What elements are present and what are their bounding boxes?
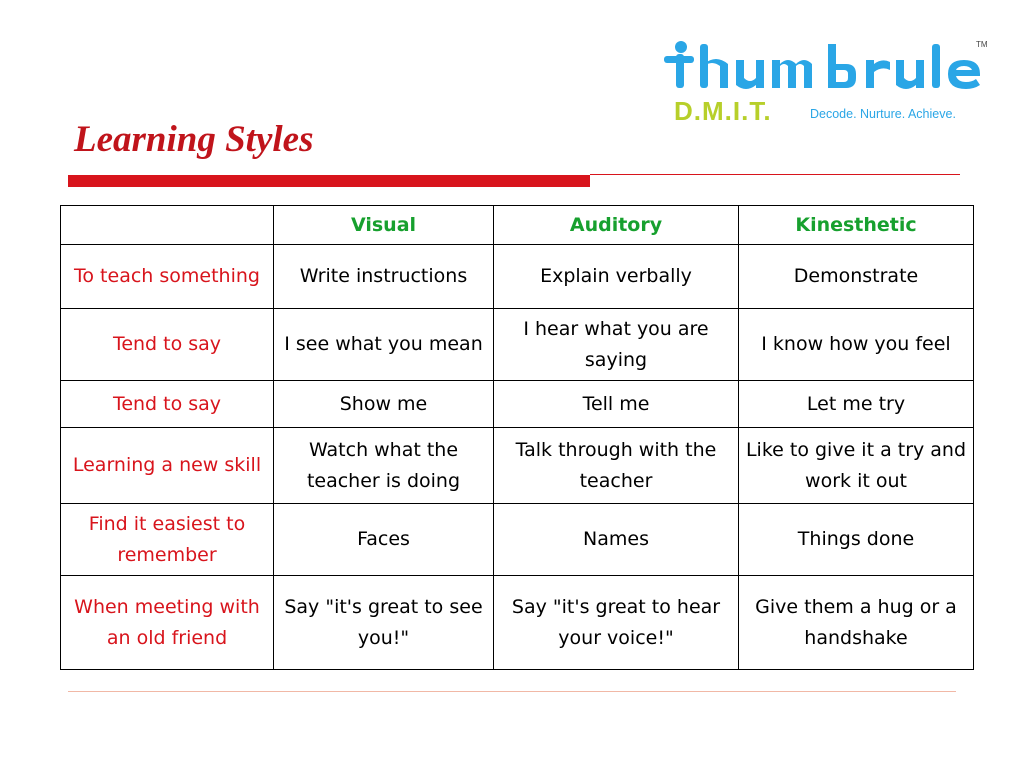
logo-person-head-icon	[675, 41, 687, 53]
table-cell: Like to give it a try and work it out	[739, 428, 974, 504]
table-row	[61, 245, 974, 309]
table-cell: Things done	[739, 504, 974, 576]
table-cell: Demonstrate	[739, 245, 974, 309]
logo-tagline: Decode. Nurture. Achieve.	[810, 107, 956, 121]
thumbrule-logo	[660, 38, 990, 128]
row-label: Tend to say	[61, 309, 274, 381]
logo-subtitle: D.M.I.T.	[674, 96, 772, 126]
table-cell: I hear what you are saying	[494, 309, 739, 381]
learning-styles-table	[60, 205, 974, 670]
table-cell: I know how you feel	[739, 309, 974, 381]
table-cell: Names	[494, 504, 739, 576]
table-cell: Show me	[274, 381, 494, 428]
table-cell: Faces	[274, 504, 494, 576]
table-row	[61, 576, 974, 670]
row-label: Find it easiest to remember	[61, 504, 274, 576]
table-cell: Explain verbally	[494, 245, 739, 309]
logo-trademark: TM	[976, 40, 988, 49]
table-cell: Say "it's great to see you!"	[274, 576, 494, 670]
row-label: To teach something	[61, 245, 274, 309]
table-cell: I see what you mean	[274, 309, 494, 381]
table-row	[61, 309, 974, 381]
row-label: Tend to say	[61, 381, 274, 428]
column-header-auditory: Auditory	[494, 206, 739, 245]
table-cell: Let me try	[739, 381, 974, 428]
table-cell: Tell me	[494, 381, 739, 428]
table-row	[61, 428, 974, 504]
table-row	[61, 381, 974, 428]
row-label: When meeting with an old friend	[61, 576, 274, 670]
table-cell: Write instructions	[274, 245, 494, 309]
column-header-kinesthetic: Kinesthetic	[739, 206, 974, 245]
title-divider-thick	[68, 175, 590, 187]
logo-thumb-icon	[828, 44, 856, 88]
title-divider-thin	[590, 174, 960, 175]
table-cell: Say "it's great to hear your voice!"	[494, 576, 739, 670]
slide-title: Learning Styles	[74, 119, 314, 160]
table-header-row	[61, 206, 974, 245]
footer-divider	[68, 691, 956, 692]
column-header-visual: Visual	[274, 206, 494, 245]
table-cell: Talk through with the teacher	[494, 428, 739, 504]
table-row	[61, 504, 974, 576]
table-cell: Watch what the teacher is doing	[274, 428, 494, 504]
table-cell: Give them a hug or a handshake	[739, 576, 974, 670]
table-corner-cell	[61, 206, 274, 245]
row-label: Learning a new skill	[61, 428, 274, 504]
